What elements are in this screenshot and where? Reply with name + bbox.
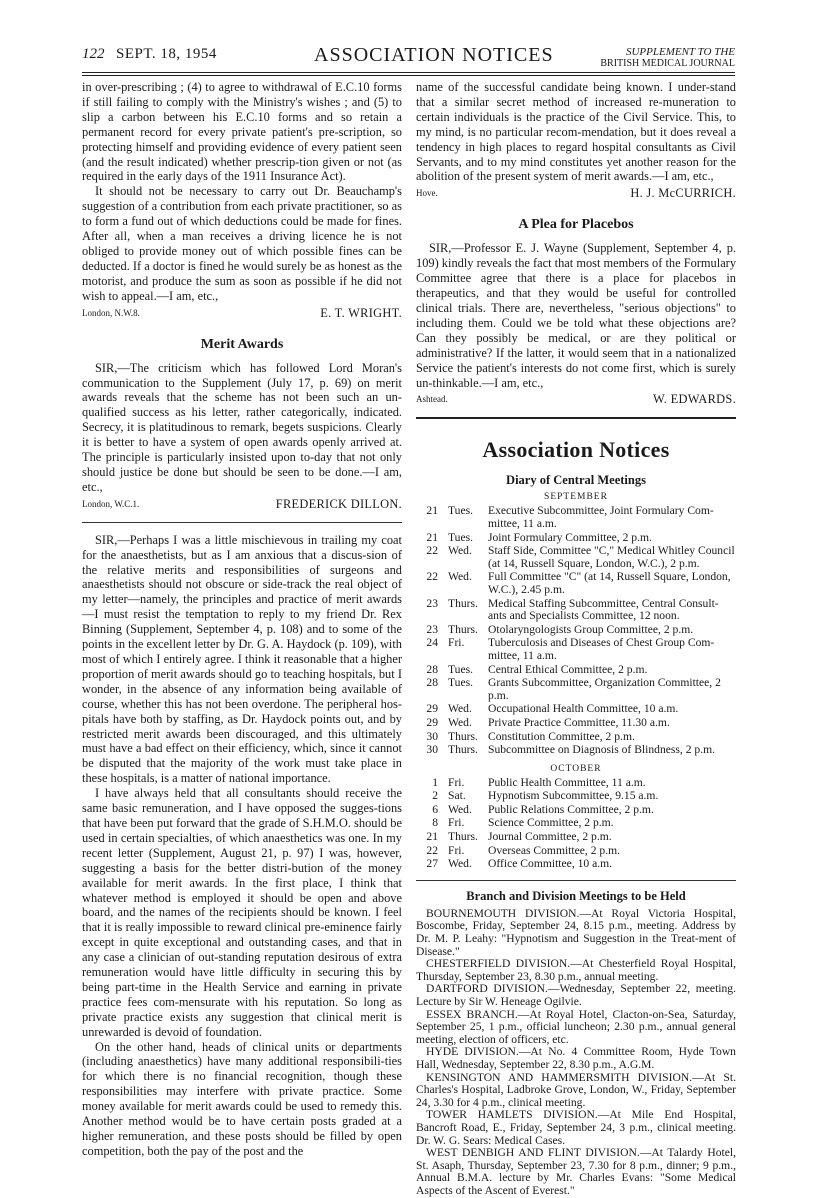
signature-place: London, N.W.8. xyxy=(82,307,140,318)
diary-entry xyxy=(416,624,736,638)
branch-meeting-item xyxy=(416,983,736,1008)
diary-entry xyxy=(416,804,736,818)
diary-text: Full Committee "C" (at 14, Russell Square, London, W.C.), 2.45 p.m. xyxy=(488,570,731,596)
diary-entry xyxy=(416,817,736,831)
diary-weekday: Wed. xyxy=(448,570,472,584)
diary-day: 29 xyxy=(426,702,438,716)
branch-name: CHESTERFIELD DIVISION. xyxy=(426,957,571,971)
diary-entry xyxy=(416,664,736,678)
branch-details: —At Talardy Hotel, St. Asaph, Thursday, September 23, 7.30 for 8 p.m., dinner; 9 p.m., Annual B.M.A. lecture by Mr. Charles Evans: "Some Medical Aspects of the Ascent of Everest." xyxy=(416,1146,736,1197)
merit-letter-paragraph xyxy=(82,361,402,495)
diary-day: 29 xyxy=(426,715,438,729)
signature-name: FREDERICK DILLON. xyxy=(275,496,402,511)
diary-entry xyxy=(416,858,736,872)
diary-weekday: Tues. xyxy=(448,504,474,518)
signature-name: H. J. McCURRICH. xyxy=(630,186,736,201)
diary-entry xyxy=(416,505,736,531)
association-notices-heading: Association Notices xyxy=(482,437,670,463)
second-letter-body: —Perhaps I was a little mischievous in trailing my coat for the anaesthetists, but as I am anxious that a discus-sion of the relative merits and responsibilities of surgeons and anaesthetists should not obscure or side-track the real object of my letter—namely, the principles and practice of merit awards—I must resist the temptation to reply to my friend Dr. Rex Binning (Supplement, September 4, p. 108) and to some of the points in the excellent letter by Dr. G. A. Haydock (p. 109), with most of which I entirely agree. I think it reasonable that a higher proportion of merit awards should go to teaching hospitals, but I wonder, in the absence of any information being available of course, whether this has not been overdone. The peripheral hos-pitals have both by staffing, as Dr. Haydock points out, and by restricted merit awards been discouraged, and this ultimately must have a bad effect on their efficiency, which, since it cannot be disputed that the majority of the work must take place in these hospitals, is a matter of national importance. xyxy=(82,532,402,786)
diary-day: 2 xyxy=(432,789,438,803)
diary-entry xyxy=(416,790,736,804)
branch-meeting-item xyxy=(416,1072,736,1110)
diary-weekday: Wed. xyxy=(448,544,472,558)
signature-wright xyxy=(82,306,402,321)
branch-details: —At Mile End Hospital, Bancroft Road, E., Friday, September 24, 3 p.m., clinical meeting. Dr. W. G. Sears: Medical Cases. xyxy=(416,1108,736,1147)
diary-day: 21 xyxy=(426,830,438,844)
branch-name: DARTFORD DIVISION. xyxy=(426,982,548,996)
section-title: ASSOCIATION NOTICES xyxy=(314,44,554,66)
branch-name: TOWER HAMLETS DIVISION. xyxy=(426,1108,598,1122)
supplement-label xyxy=(600,47,735,69)
diary-text: Staff Side, Committee "C," Medical Whitley Council (at 14, Russell Square, London, W.C.), 2 p.m. xyxy=(488,544,735,570)
diary-entry xyxy=(416,598,736,624)
diary-entry xyxy=(416,717,736,731)
placebos-letter xyxy=(416,241,736,390)
right-column xyxy=(416,80,736,1198)
branch-meeting-item xyxy=(416,1046,736,1071)
diary-entry xyxy=(416,571,736,597)
diary-entry xyxy=(416,703,736,717)
diary-weekday: Tues. xyxy=(448,530,474,544)
diary-day: 22 xyxy=(426,544,438,558)
diary-day: 6 xyxy=(432,802,438,816)
branch-meeting-item xyxy=(416,958,736,983)
second-letter-paragraph xyxy=(82,533,402,786)
merit-letter-body: —The criticism which has followed Lord Moran's communication to the Supplement (July 17, p. 69) on merit awards reveals that the scheme has not been such an un-qualified success as his letter, rather categorically, indicated. Secrecy, it is platitudinous to remark, begets suspicions. Clearly it is better to have a system of open awards openly arrived at. The principle is particularly insisted upon to-day that not only should justice be done but should be seen to be done.—I am, etc., xyxy=(82,360,402,494)
diary-heading: Diary of Central Meetings xyxy=(506,473,646,488)
diary-text: Occupational Health Committee, 10 a.m. xyxy=(488,702,679,716)
diary-entry xyxy=(416,845,736,859)
branch-details: —At Royal Victoria Hospital, Boscombe, Friday, September 24, 8.15 p.m., meeting. Address by Dr. M. P. Leahy: "Hypnotism and Suggestion in the Treat-ment of Disease." xyxy=(416,906,736,958)
diary-weekday: Wed. xyxy=(448,702,472,716)
diary-weekday: Thurs. xyxy=(448,743,478,757)
diary-weekday: Tues. xyxy=(448,662,474,676)
branch-name: HYDE DIVISION. xyxy=(426,1045,519,1059)
diary-day: 22 xyxy=(426,843,438,857)
diary-weekday: Thurs. xyxy=(448,830,478,844)
branch-meetings-list xyxy=(416,908,736,1198)
header-rule xyxy=(82,72,735,73)
diary-day: 22 xyxy=(426,570,438,584)
letter-paragraph: It should not be necessary to carry out Dr. Beauchamp's suggestion of a contribution from each private practitioner, so as to form a fund out of which deductions could be made for fines. After all, when a man receives a driving licence he is not obliged to provide money out of which possible fines can be deducted. If a doctor is fined he would surely be as honest as the motorist, and produce the sum as soon as possible if he did not wish to appeal.—I am, etc., xyxy=(82,184,402,303)
branch-details: —At St. Charles's Hospital, Ladbroke Grove, London, W., Friday, September 24, 3.30 for 4 p.m., clinical meeting. xyxy=(416,1070,736,1109)
branch-name: BOURNEMOUTH DIVISION. xyxy=(426,906,580,920)
diary-day: 8 xyxy=(432,816,438,830)
diary-day: 21 xyxy=(426,530,438,544)
diary-weekday: Thurs. xyxy=(448,596,478,610)
branch-meeting-item xyxy=(416,1009,736,1047)
diary-text: Journal Committee, 2 p.m. xyxy=(488,830,612,844)
diary-weekday: Sat. xyxy=(448,789,466,803)
letter-continuation: in over-prescribing ; (4) to agree to withdrawal of E.C.10 forms if still failing to comply with the Ministry's wishes ; and (5) to slip a carbon between his E.C.10 forms and so retain a permanent record for every private patient's pre-scription, so protecting himself and providing evidence of every patient seen (and the result indicated) whether prescrip-tion given or not (as required in the early days of the 1911 Insurance Act). xyxy=(82,80,402,184)
signature-place: London, W.C.1. xyxy=(82,498,140,509)
signature-name: W. EDWARDS. xyxy=(652,392,736,407)
signature-dillon xyxy=(82,497,402,512)
branch-divider xyxy=(416,880,736,881)
diary-text: Subcommittee on Diagnosis of Blindness, 2 p.m. xyxy=(488,743,716,757)
diary-day: 23 xyxy=(426,622,438,636)
branch-name: KENSINGTON AND HAMMERSMITH DIVISION. xyxy=(426,1070,693,1084)
diary-weekday: Wed. xyxy=(448,802,472,816)
diary-entry xyxy=(416,532,736,546)
diary-weekday: Thurs. xyxy=(448,622,478,636)
diary-day: 24 xyxy=(426,636,438,650)
diary-weekday: Fri. xyxy=(448,636,465,650)
diary-text: Private Practice Committee, 11.30 a.m. xyxy=(488,715,670,729)
placebos-heading: A Plea for Placebos xyxy=(518,217,634,233)
branch-meeting-item xyxy=(416,1109,736,1147)
branch-details: —At Chesterfield Royal Hospital, Thursday, September 23, 8.30 p.m., annual meeting. xyxy=(416,957,736,983)
diary-entry xyxy=(416,677,736,703)
diary-text: Joint Formulary Committee, 2 p.m. xyxy=(488,530,652,544)
diary-text: Public Relations Committee, 2 p.m. xyxy=(488,802,654,816)
diary-text: Medical Staffing Subcommittee, Central Consult-ants and Specialists Committee, 12 noon. xyxy=(488,596,719,623)
supplement-line1: SUPPLEMENT TO THE xyxy=(625,46,735,58)
diary-weekday: Fri. xyxy=(448,843,465,857)
letter-continuation-right: name of the successful candidate being known. I under-stand that a similar secret method of increased re-muneration to certain individuals is the practice of the Civil Service. This, to my mind, is no particular recom-mendation, but it does reveal a tendency in high places to regard hospital consultants as Civil Servants, and to my mind constitutes yet another reason for the abolition of the present system of merit awards.—I am, etc., xyxy=(416,80,736,184)
branch-details: —At Royal Hotel, Clacton-on-Sea, Saturday, September 25, 1 p.m., official luncheon; 2.30 p.m., annual general meeting, election of officers, etc. xyxy=(416,1007,736,1046)
page-number: 122 xyxy=(82,46,105,62)
diary-text: Executive Subcommittee, Joint Formulary Com-mittee, 11 a.m. xyxy=(488,504,714,530)
month-label-september: SEPTEMBER xyxy=(544,492,608,503)
diary-weekday: Wed. xyxy=(448,715,472,729)
october-diary xyxy=(416,777,736,872)
diary-day: 28 xyxy=(426,662,438,676)
diary-weekday: Thurs. xyxy=(448,729,478,743)
diary-day: 30 xyxy=(426,743,438,757)
diary-text: Tuberculosis and Diseases of Chest Group Com-mittee, 11 a.m. xyxy=(488,636,715,662)
signature-edwards xyxy=(416,392,736,407)
diary-text: Constitution Committee, 2 p.m. xyxy=(488,729,635,743)
september-diary xyxy=(416,505,736,757)
diary-text: Hypnotism Subcommittee, 9.15 a.m. xyxy=(488,789,659,803)
signature-name: E. T. WRIGHT. xyxy=(320,305,402,320)
branch-name: ESSEX BRANCH. xyxy=(426,1007,518,1021)
placebos-letter-body: —Professor E. J. Wayne (Supplement, September 4, p. 109) kindly reveals the fact that most members of the Formulary Committee agree that there is a place for placebos in therapeutics, and that they would be useful for controlled clinical trials. There are, nevertheless, "serious objections" to including them. Could we be told what these objections are? Can they possibly be medical, or are they political or administrative? If the latter, it would seem that in a nationalized Service the patient's interests do not come first, which is surely un-thinkable.—I am, etc., xyxy=(416,241,737,390)
branch-meetings-heading: Branch and Division Meetings to be Held xyxy=(466,888,686,903)
second-letter-paragraph-2: I have always held that all consultants should receive the same basic remuneration, and I have opposed the sugges-tions that have been put forward that the grade of S.H.M.O. should be used in certain specialties, of which anaesthetics was one. In my recent letter (Supplement, August 21, p. 97) I was, however, suggesting a basis for the better distri-bution of the money available for merit awards. In the first place, I think that whatever method is employed it should be open and above board, and the names of the recipients should be known. I feel that it is really impossible to reward clinical pre-eminence fairly except in quite exceptional and outstanding cases, and that in any case a clinician of out-standing reputation desirous of extra remuneration would have little difficulty in securing this by being part-time in the Health Service and earning in private practice fees com-mensurate with his reputation. So long as private practice exists any suggestion that clinical merit is unrewarded is devoid of foundation. xyxy=(82,786,402,1039)
diary-day: 21 xyxy=(426,504,438,518)
signature-place: Ashtead. xyxy=(416,394,448,405)
diary-weekday: Fri. xyxy=(448,816,465,830)
branch-details: —Wednesday, September 22, meeting. Lecture by Sir W. Heneage Ogilvie. xyxy=(416,982,736,1008)
diary-text: Central Ethical Committee, 2 p.m. xyxy=(488,662,648,676)
branch-meeting-item xyxy=(416,1147,736,1197)
header-rule-thin xyxy=(82,75,735,76)
diary-text: Office Committee, 10 a.m. xyxy=(488,857,613,871)
diary-text: Otolaryngologists Group Committee, 2 p.m. xyxy=(488,622,694,636)
diary-day: 1 xyxy=(432,775,438,789)
diary-text: Overseas Committee, 2 p.m. xyxy=(488,843,621,857)
branch-meeting-item xyxy=(416,908,736,958)
month-label-october: OCTOBER xyxy=(550,763,602,774)
salutation: SIR, xyxy=(95,532,118,547)
branch-details: —At No. 4 Committee Room, Hyde Town Hall, Wednesday, September 22, 8.30 p.m., A.G.M. xyxy=(416,1045,736,1071)
diary-entry xyxy=(416,831,736,845)
second-letter-paragraph-3: On the other hand, heads of clinical units or departments (including anaesthetics) have many additional responsibili-ties for which there is no financial recognition, though these responsibilities may interfere with private practice. Some money available for merit awards could be used to remedy this. Another method would be to have certain posts graded at a higher remuneration, and these posts should be filled by open competition, both the pay of the post and the xyxy=(82,1039,402,1158)
merit-awards-heading: Merit Awards xyxy=(200,336,284,352)
supplement-line2: BRITISH MEDICAL JOURNAL xyxy=(600,58,735,69)
diary-text: Public Health Committee, 11 a.m. xyxy=(488,775,646,789)
salutation: SIR, xyxy=(429,241,452,256)
diary-entry xyxy=(416,637,736,663)
diary-weekday: Tues. xyxy=(448,676,474,690)
diary-entry xyxy=(416,777,736,791)
diary-entry xyxy=(416,744,736,758)
diary-text: Grants Subcommittee, Organization Committee, 2 p.m. xyxy=(488,676,721,702)
signature-place: Hove. xyxy=(416,188,438,199)
diary-day: 30 xyxy=(426,729,438,743)
diary-entry xyxy=(416,545,736,571)
left-column xyxy=(82,80,402,1159)
page-header xyxy=(82,44,735,74)
diary-text: Science Committee, 2 p.m. xyxy=(488,816,614,830)
notices-divider xyxy=(416,417,736,419)
signature-mccurrich xyxy=(416,186,736,201)
salutation: SIR, xyxy=(95,360,118,375)
letter-divider xyxy=(82,522,402,523)
diary-day: 28 xyxy=(426,676,438,690)
diary-weekday: Wed. xyxy=(448,857,472,871)
diary-weekday: Fri. xyxy=(448,775,465,789)
diary-day: 27 xyxy=(426,857,438,871)
branch-name: WEST DENBIGH AND FLINT DIVISION. xyxy=(426,1146,640,1160)
issue-date: SEPT. 18, 1954 xyxy=(116,46,217,62)
diary-day: 23 xyxy=(426,596,438,610)
diary-entry xyxy=(416,731,736,745)
